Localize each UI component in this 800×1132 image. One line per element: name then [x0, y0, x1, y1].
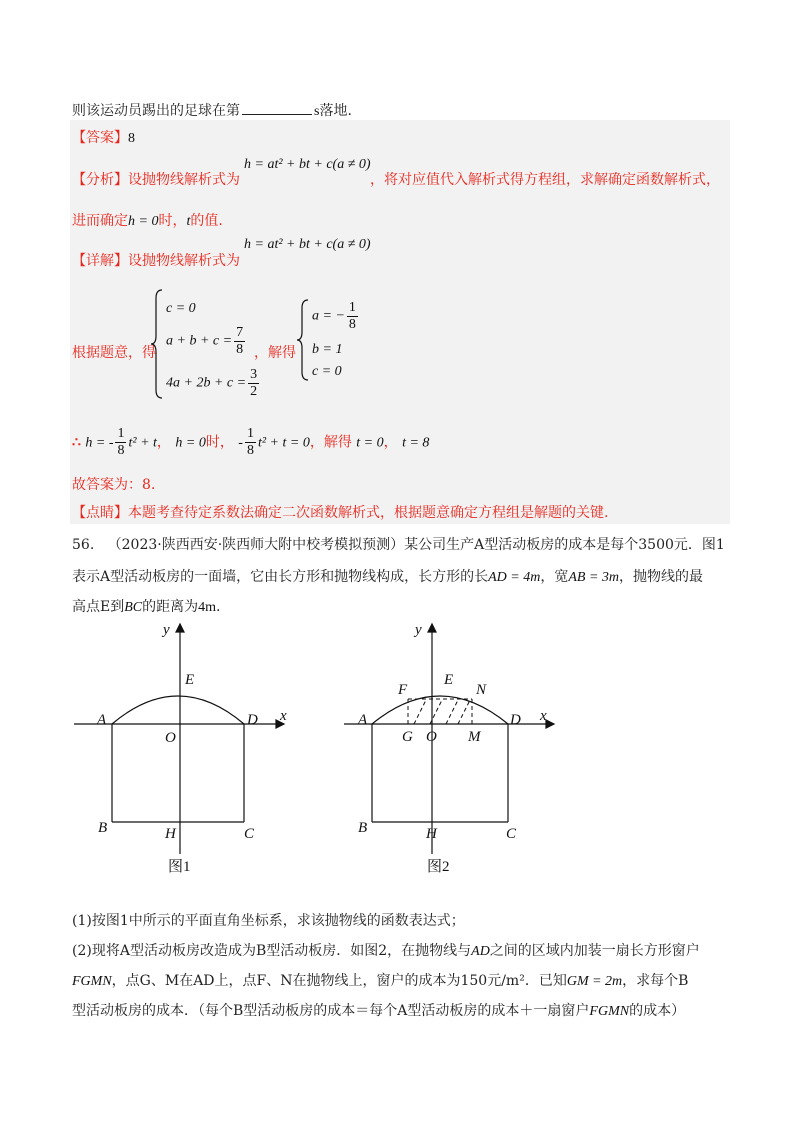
q2-fgmn: FGMN: [72, 974, 112, 989]
analysis-line-2: [72, 210, 223, 230]
label-x: x: [540, 708, 547, 724]
label-a: A: [358, 712, 368, 728]
problem-line-1: [72, 534, 725, 554]
fraction-denominator: 8: [236, 342, 244, 357]
sol-a: [312, 300, 360, 333]
t-eight: t = 8: [402, 435, 430, 451]
answer-blank: [242, 100, 312, 115]
detail-formula: h = at² + bt + c(a ≠ 0): [244, 237, 371, 252]
fraction-denominator: 8: [117, 443, 125, 458]
label-b: B: [358, 820, 368, 836]
t-zero: t = 0: [356, 435, 384, 451]
question-tail-suffix: 落地.: [319, 103, 352, 119]
label-g: G: [402, 729, 413, 745]
ad-length: AD = 4m: [488, 570, 541, 585]
label-b: B: [98, 820, 108, 836]
h-zero: h = 0: [175, 435, 206, 451]
problem-text-1: （2023·陕西西安·陕西师大附中校考模拟预测）某公司生产A型活动板房的成本是每个3500元．图1: [107, 537, 725, 553]
figure-1: [60, 616, 310, 886]
label-y: y: [415, 622, 422, 638]
question-1: (1)按图1中所示的平面直角坐标系，求该抛物线的函数表达式；: [72, 913, 465, 929]
distance-4m: 4m: [198, 600, 217, 615]
caption-1: 图1: [168, 859, 191, 875]
eq-1: c = 0: [166, 301, 196, 316]
analysis-condition: h = 0: [128, 214, 159, 229]
fraction-3-2: [248, 367, 259, 400]
h-equals: h = -: [85, 435, 114, 451]
q2-text-c: ，点G、M在AD上，点F、N在抛物线上，窗户的成本为150元/m²．已知: [111, 973, 567, 989]
q2-text-b: 之间的区域内加装一扇长方形窗户: [489, 943, 700, 959]
parabola: [112, 696, 244, 724]
fraction-numerator: 7: [236, 325, 244, 340]
when-text: 时，: [205, 434, 234, 451]
fraction-1-8-b: [245, 426, 256, 459]
detail-lead: 根据题意，得: [72, 345, 156, 361]
analysis-text-4: 时，: [158, 213, 187, 229]
solve-text: ，解得: [309, 434, 352, 451]
label-d: D: [247, 712, 258, 728]
comma: ，: [383, 434, 398, 451]
problem-text-3b: 的距离为: [142, 599, 199, 615]
answer-tag: 【答案】: [72, 130, 128, 146]
fraction-numerator: 1: [117, 426, 125, 441]
answer-value: 8: [128, 131, 135, 146]
problem-text-2c: ，抛物线的最: [619, 569, 704, 585]
question-2-line-2: [72, 970, 688, 990]
eq-3: [166, 367, 261, 400]
label-d: D: [510, 712, 521, 728]
minus-sign: -: [238, 435, 243, 451]
label-e: E: [185, 672, 195, 688]
problem-line-3: [72, 596, 220, 616]
eq-2-left: a + b + c =: [166, 333, 233, 349]
fraction-denominator: 2: [250, 384, 258, 399]
analysis-var-t: t: [186, 214, 191, 229]
ab-length: AB = 3m: [568, 570, 620, 585]
detail-line-1: [72, 250, 240, 270]
comment-tag: 【点睛】: [72, 505, 128, 521]
analysis-text: 设抛物线解析式为: [128, 172, 240, 188]
final-answer: 故答案为：8.: [72, 477, 156, 493]
y-axis-arrow: [176, 624, 184, 632]
answer-line: [72, 127, 135, 147]
analysis-text-2: ，将对应值代入解析式得方程组，求解确定函数解析式，: [370, 172, 720, 188]
problem-text-2b: ，宽: [540, 569, 569, 585]
fraction-numerator: 1: [246, 426, 254, 441]
label-y: y: [163, 622, 170, 638]
t-squared-plus-t: t² + t: [128, 435, 157, 451]
question-2-line-3: [72, 1000, 685, 1020]
y-axis-arrow: [428, 624, 436, 632]
comment-line: [72, 502, 608, 522]
analysis-text-5: 的值.: [190, 213, 223, 229]
analysis-tag: 【分析】: [72, 172, 128, 188]
caption-2: 图2: [427, 859, 450, 875]
unit-s: s: [314, 104, 320, 119]
detail-text: 设抛物线解析式为: [128, 253, 240, 269]
eq-3-left: 4a + 2b + c =: [166, 375, 247, 391]
detail-solve: ，解得: [254, 345, 296, 361]
left-brace-2: [296, 298, 310, 382]
x-axis-arrow: [546, 720, 554, 728]
detail-tag: 【详解】: [72, 253, 128, 269]
q2-text-d: ，求每个B: [622, 973, 689, 989]
equation-zero: t² + t = 0: [257, 435, 310, 451]
fraction-1-8-a: [115, 426, 126, 459]
label-a: A: [97, 712, 107, 728]
label-x: x: [280, 708, 287, 724]
label-h: H: [165, 826, 176, 842]
q2-ad: AD: [471, 944, 490, 959]
bc-segment: BC: [124, 600, 143, 615]
label-h: H: [426, 826, 437, 842]
fraction-1-8: [347, 300, 358, 333]
analysis-text-3: 进而确定: [72, 213, 128, 229]
problem-line-2: [72, 566, 703, 586]
label-f: F: [398, 682, 408, 698]
fraction-7-8: [234, 325, 245, 358]
figure-2: [330, 616, 580, 886]
label-o: O: [165, 730, 176, 746]
therefore-symbol: ∴: [72, 434, 81, 451]
q2-gm: GM = 2m: [566, 974, 623, 989]
q2-fgmn-2: FGMN: [589, 1004, 630, 1019]
label-c: C: [506, 826, 517, 842]
eq-2: [166, 325, 247, 358]
problem-text-2a: 表示A型活动板房的一面墙，它由长方形和抛物线构成，长方形的长: [72, 569, 489, 585]
label-e: E: [444, 672, 454, 688]
fraction-denominator: 8: [246, 443, 254, 458]
label-o: O: [426, 729, 437, 745]
fraction-numerator: 3: [250, 367, 258, 382]
left-brace-1: [150, 288, 164, 400]
question-tail-text: 则该运动员踢出的足球在第: [72, 103, 240, 119]
label-c: C: [244, 826, 255, 842]
window-fgmn: [408, 699, 472, 724]
sol-b: b = 1: [312, 342, 343, 357]
comment-text: 本题考查待定系数法确定二次函数解析式，根据题意确定方程组是解题的关键.: [128, 505, 609, 521]
q2-text-f: 的成本）: [629, 1003, 686, 1019]
analysis-line-1: [72, 169, 240, 189]
problem-text-3a: 高点E到: [72, 599, 125, 615]
q2-text-a: (2)现将A型活动板房改造成为B型活动板房．如图2，在抛物线与: [72, 943, 472, 959]
parabola: [372, 696, 508, 724]
analysis-formula: h = at² + bt + c(a ≠ 0): [244, 157, 371, 172]
problem-text-3c: .: [216, 599, 221, 615]
therefore-line: [72, 426, 429, 459]
question-tail-line: [72, 100, 352, 120]
comma: ，: [156, 434, 171, 451]
sol-a-left: a = −: [312, 308, 345, 324]
fraction-denominator: 8: [348, 317, 356, 332]
q2-text-e: 型活动板房的成本．（每个B型活动板房的成本＝每个A型活动板房的成本＋一扇窗户: [72, 1003, 590, 1019]
problem-number: 56.: [72, 537, 95, 553]
label-m: M: [468, 729, 481, 745]
label-n: N: [476, 682, 487, 698]
sol-c: c = 0: [312, 364, 342, 379]
fraction-numerator: 1: [348, 300, 356, 315]
question-2-line-1: [72, 940, 700, 960]
